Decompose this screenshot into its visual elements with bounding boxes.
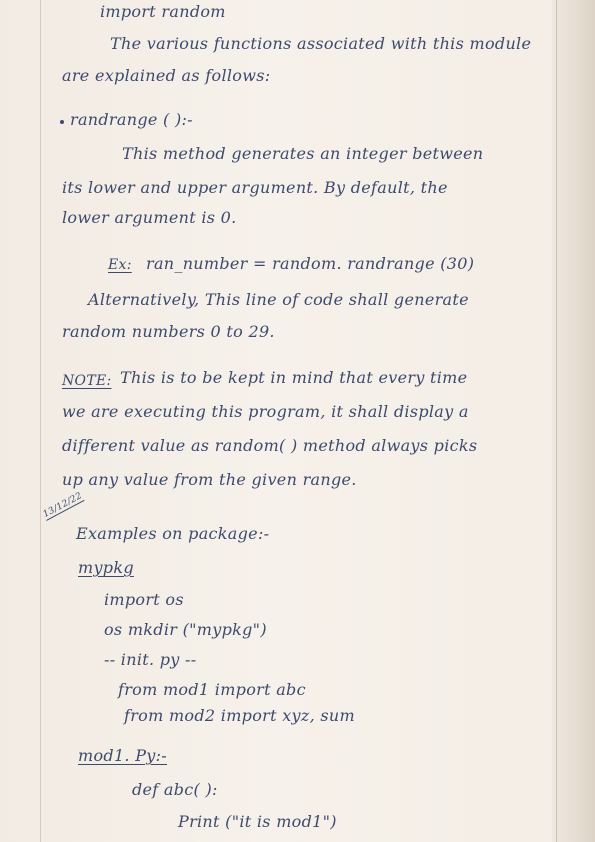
line-method-end: lower argument is 0. (62, 208, 237, 227)
date-note: 13/12/22 (41, 491, 85, 520)
line-import-random: import random (100, 2, 226, 21)
bullet-dot (60, 120, 64, 124)
code-mkdir: os mkdir ("mypkg") (104, 620, 267, 639)
code-import-os: import os (104, 590, 184, 609)
example-label: Ex: (108, 257, 132, 273)
code-print: Print ("it is mod1") (178, 812, 337, 831)
line-method-cont: its lower and upper argument. By default, the (62, 178, 448, 197)
example-code: ran_number = random. randrange (30) (146, 254, 475, 273)
line-intro: The various functions associated with this module (110, 34, 532, 53)
heading-mod1: mod1. Py:- (78, 746, 167, 765)
code-def-abc: def abc( ): (132, 780, 218, 799)
note-line-3: different value as random( ) method always picks (62, 436, 478, 455)
line-intro-cont: are explained as follows: (62, 66, 271, 85)
note-line-1: This is to be kept in mind that every time (120, 368, 468, 387)
note-line-2: we are executing this program, it shall display a (62, 402, 469, 421)
line-method: This method generates an integer between (122, 144, 484, 163)
note-label: NOTE: (62, 373, 112, 389)
note-line-4: up any value from the given range. (62, 470, 357, 489)
line-alternative-end: random numbers 0 to 29. (62, 322, 275, 341)
package-name: mypkg (78, 558, 134, 577)
margin-line (40, 0, 41, 842)
heading-examples: Examples on package:- (76, 524, 270, 543)
page-edge (552, 0, 595, 842)
code-init: -- init. py -- (104, 650, 197, 669)
heading-randrange: randrange ( ):- (70, 110, 193, 129)
code-from-mod1: from mod1 import abc (118, 680, 306, 699)
code-from-mod2: from mod2 import xyz, sum (124, 706, 355, 725)
line-alternative: Alternatively, This line of code shall generate (88, 290, 469, 309)
page-edge-line (556, 0, 557, 842)
